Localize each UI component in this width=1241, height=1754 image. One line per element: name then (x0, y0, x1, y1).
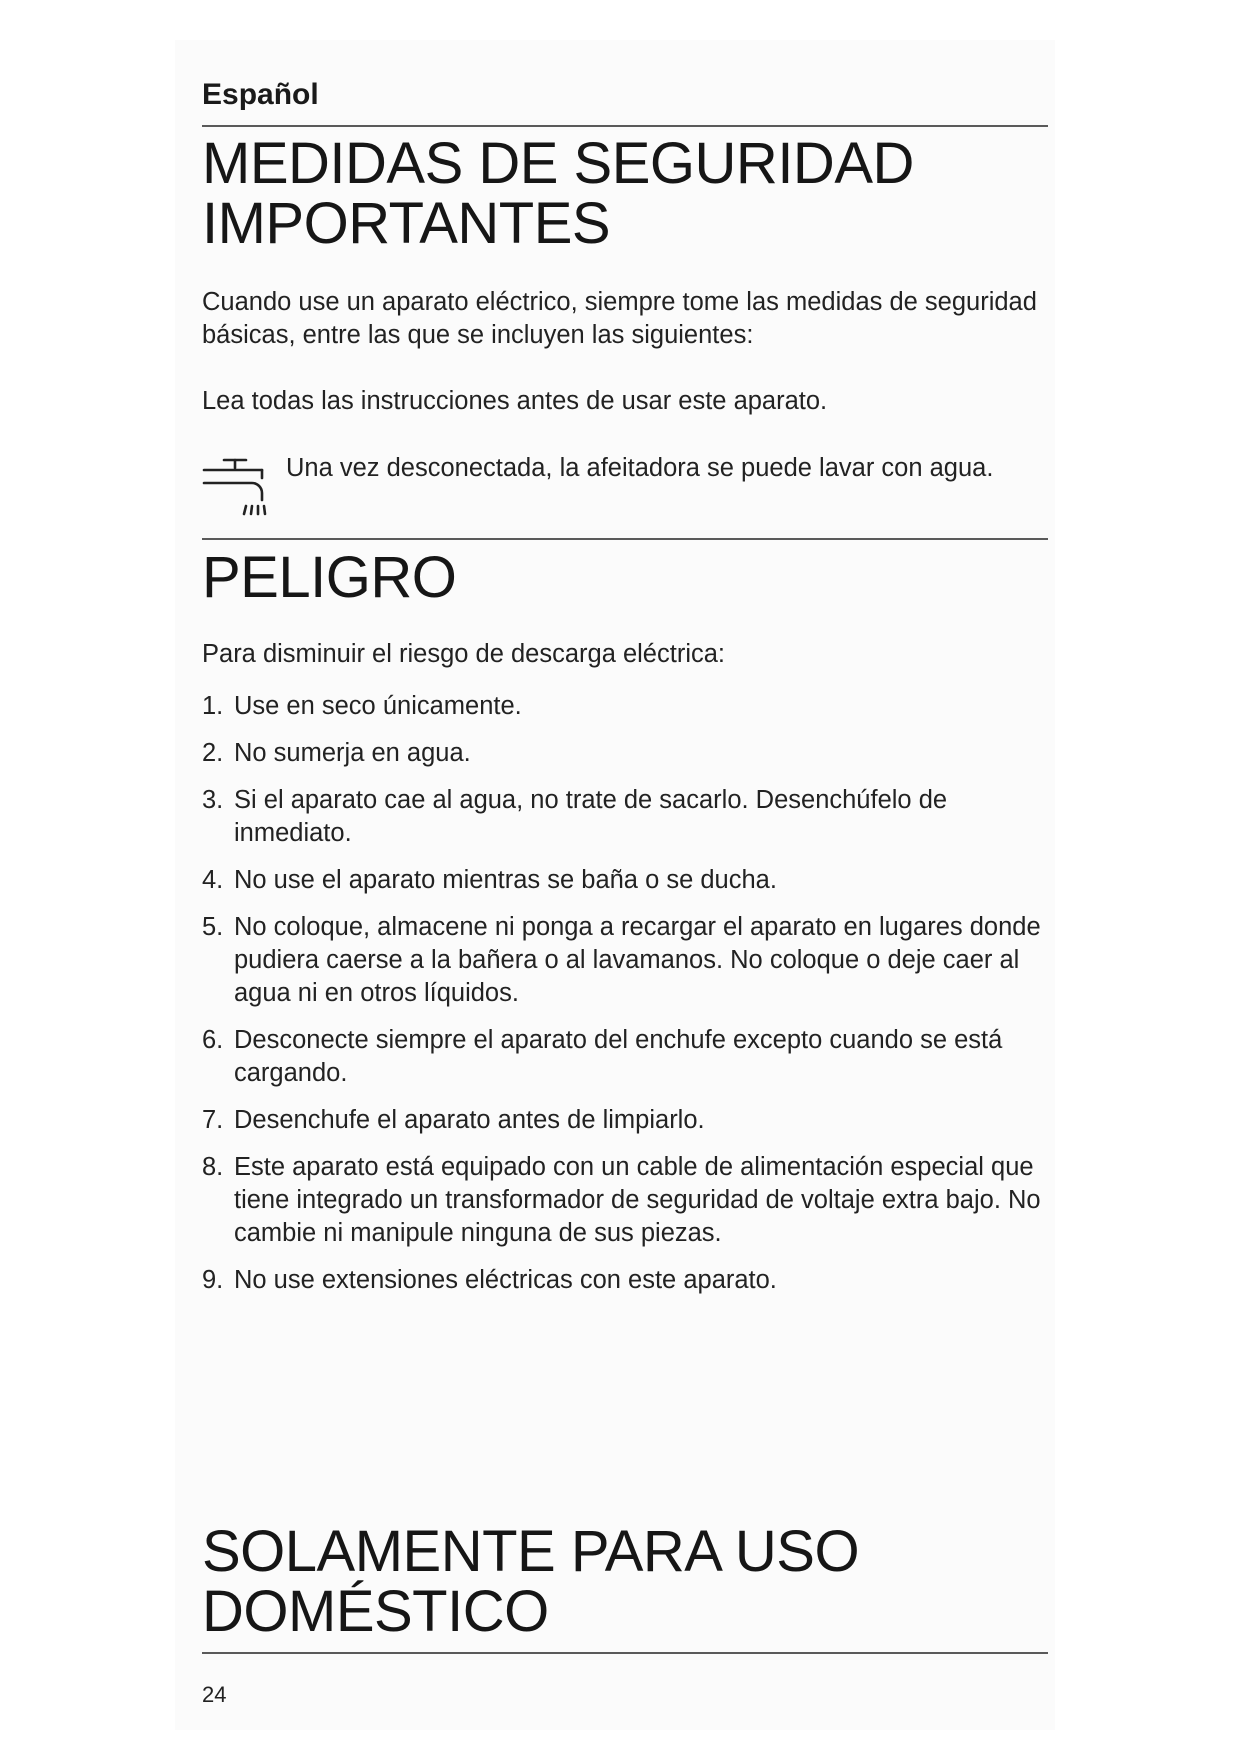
item-text: No coloque, almacene ni ponga a recargar el aparato en lugares donde pudiera caerse a la bañera o al lavamanos. No coloque o deje caer al agua ni en otros líquidos. (234, 913, 1041, 1007)
household-title (202, 1519, 860, 1644)
item-number: 7. (202, 1106, 224, 1134)
danger-list-item (202, 1024, 1048, 1090)
item-number: 4. (202, 866, 224, 894)
safety-title-line1: MEDIDAS DE SEGURIDAD (202, 131, 914, 196)
danger-intro: Para disminuir el riesgo de descarga eléctrica: (202, 640, 725, 668)
page-number: 24 (202, 1682, 227, 1707)
item-text: Desconecte siempre el aparato del enchufe excepto cuando se está cargando. (234, 1026, 1003, 1087)
danger-list-item (202, 911, 1048, 1010)
faucet-water-icon (202, 456, 268, 516)
danger-list-item (202, 1264, 1048, 1297)
danger-title: PELIGRO (202, 545, 457, 610)
safety-intro: Cuando use un aparato eléctrico, siempre tome las medidas de seguridad básicas, entre las que se incluyen las siguientes: (202, 288, 1037, 349)
danger-list-item (202, 1104, 1048, 1137)
item-text: Desenchufe el aparato antes de limpiarlo. (234, 1106, 705, 1134)
item-number: 5. (202, 913, 224, 941)
item-number: 6. (202, 1026, 224, 1054)
danger-list-item (202, 690, 1048, 723)
item-text: No sumerja en agua. (234, 739, 471, 767)
item-number: 1. (202, 692, 224, 720)
danger-list (202, 690, 1048, 1311)
danger-list-item (202, 1151, 1048, 1250)
washable-note: Una vez desconectada, la afeitadora se puede lavar con agua. (286, 454, 994, 482)
item-text: Este aparato está equipado con un cable de alimentación especial que tiene integrado un transformador de seguridad de voltaje extra bajo. No cambie ni manipule ninguna de sus piezas. (234, 1153, 1041, 1247)
footer-divider (202, 1652, 1048, 1654)
danger-list-item (202, 784, 1048, 850)
item-text: No use el aparato mientras se baña o se ducha. (234, 866, 777, 894)
item-number: 8. (202, 1153, 224, 1181)
read-instructions-note: Lea todas las instrucciones antes de usar este aparato. (202, 387, 828, 415)
safety-title-line2: IMPORTANTES (202, 191, 611, 256)
item-number: 9. (202, 1266, 224, 1294)
item-text: Use en seco únicamente. (234, 692, 522, 720)
household-title-line1: SOLAMENTE PARA USO (202, 1519, 860, 1584)
item-number: 2. (202, 739, 224, 767)
item-number: 3. (202, 786, 224, 814)
household-title-line2: DOMÉSTICO (202, 1579, 549, 1644)
item-text: No use extensiones eléctricas con este aparato. (234, 1266, 777, 1294)
item-text: Si el aparato cae al agua, no trate de sacarlo. Desenchúfelo de inmediato. (234, 786, 948, 847)
header-divider (202, 125, 1048, 127)
language-label: Español (202, 78, 319, 111)
danger-list-item (202, 737, 1048, 770)
safety-title (202, 131, 914, 256)
danger-list-item (202, 864, 1048, 897)
danger-divider (202, 538, 1048, 540)
washable-note-row (202, 452, 1048, 522)
